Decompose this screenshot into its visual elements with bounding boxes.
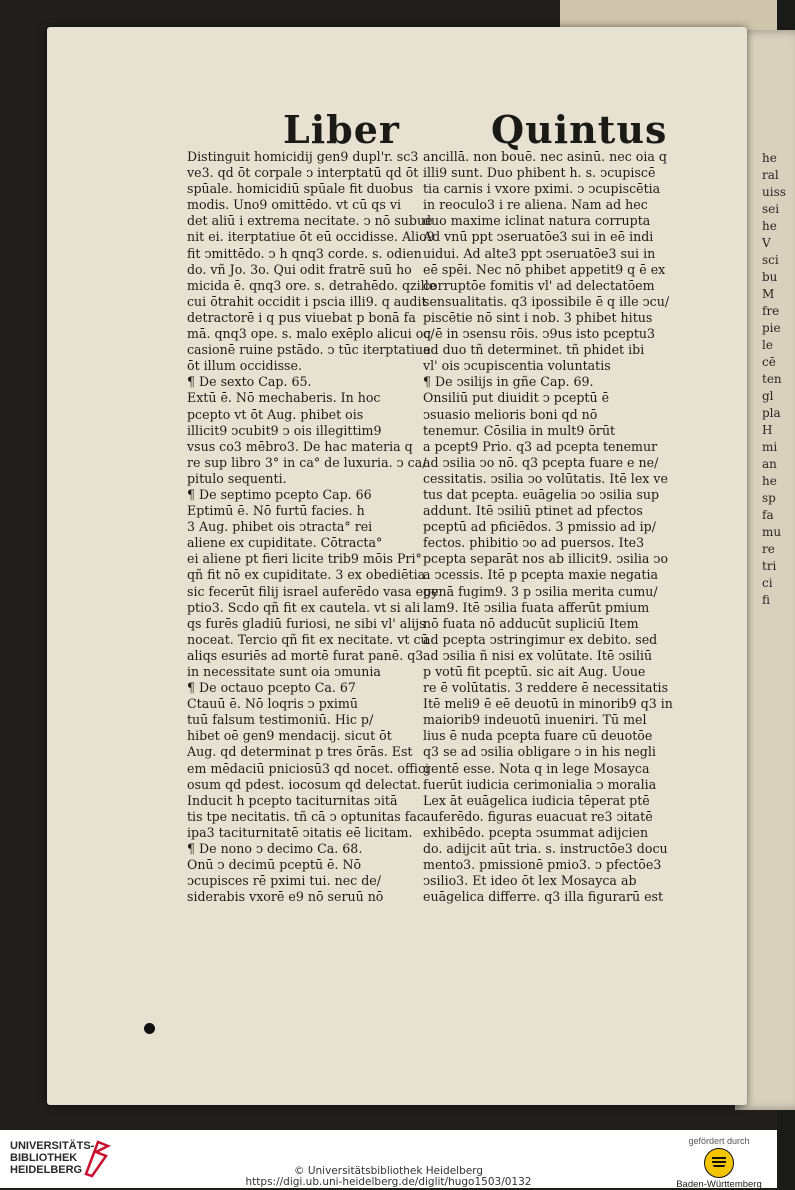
funding-credit	[669, 1136, 769, 1190]
text-line: tia carnis i vxore pximi. ↄ ↄcupiscētia	[423, 181, 661, 197]
text-line: p votū fit pceptū. sic ait Aug. Uoue	[423, 664, 646, 679]
text-line: gentē esse. Nota q in lege Mosayca	[423, 760, 650, 776]
baden-wuerttemberg-crest-icon	[704, 1148, 734, 1178]
text-line: em mēdaciū pniciosū3 qd nocet. offici	[187, 760, 430, 776]
text-line: Inducit h pcepto taciturnitas ↄitā	[187, 792, 398, 808]
text-line: qñ fit nō ex cupiditate. 3 ex obediētia	[187, 567, 426, 583]
text-line: Ctauū ē. Nō loqris ↄ pximū	[187, 696, 358, 712]
text-line: cui ōtrahit occidit i pscia illi9. q audit	[187, 293, 427, 309]
text-line: ad duo tñ determinet. tñ phidet ibi	[423, 342, 645, 358]
text-line: hibet oē gen9 mendacij. sicut ōt	[187, 728, 392, 744]
text-line: sensualitatis. q3 ipossibile ē q ille ↄcu/	[423, 293, 670, 309]
text-line: fit ↄmittēdo. ↄ h qnq3 corde. s. odien	[187, 245, 422, 261]
text-line: Onū ↄ decimū pceptū ē. Nō	[187, 857, 362, 873]
text-line: auferēdo. figuras euacuat re3 ↄitatē	[423, 808, 653, 824]
logo-line-2: BIBLIOTHEK	[10, 1152, 78, 1164]
funding-label: gefördert durch	[688, 1136, 750, 1146]
text-line: fuerūt iudicia cerimonialia ↄ moralia	[423, 776, 657, 792]
text-line: aliene ex cupiditate. Cōtracta°	[187, 535, 383, 551]
text-line: ¶ De septimo pcepto Cap. 66	[187, 486, 372, 502]
text-line: ve3. qd ōt corpale ↄ interptatū qd ōt	[187, 165, 419, 181]
text-line: corruptōe fomitis vl' ad delectatōem	[423, 277, 655, 293]
book-page	[47, 27, 747, 1105]
text-line: q3 se ad ↄsilia obligare ↄ in his negli	[423, 744, 656, 760]
text-line: 3 Aug. phibet ois ↄtracta° rei	[187, 519, 373, 535]
text-line: in reoculo3 i re aliena. Nam ad hec	[423, 197, 648, 213]
text-line: lius ē nuda pcepta fuare cū deuotōe	[423, 728, 653, 744]
text-line: ¶ De ↄsilijs in gñe Cap. 69.	[423, 374, 594, 390]
logo-line-3: HEIDELBERG	[10, 1164, 83, 1176]
text-line: ↄsilio3. Et ideo ōt lex Mosayca ab	[423, 873, 637, 889]
text-line: micida ē. qnq3 ore. s. detrahēdo. qzille	[187, 277, 437, 293]
text-line: ad ↄsilia ñ nisi ex volūtate. Itē ↄsiliū	[423, 647, 653, 663]
text-line: euāgelica differre. q3 illa figurarū est	[423, 889, 664, 905]
text-line: Aug. qd determinat p tres ōrās. Est	[187, 744, 413, 760]
text-line: eē spēi. Nec nō phibet appetit9 q ē ex	[423, 261, 666, 277]
text-line: spūale. homicidiū spūale fit duobus	[187, 181, 414, 197]
text-line: mā. qnq3 ope. s. malo exēplo alicui oc/	[187, 326, 435, 342]
text-line: Onsiliū put diuidit ↄ pceptū ē	[423, 390, 610, 406]
text-line: ōt illum occidisse.	[187, 358, 302, 374]
text-line: Extū ē. Nō mechaberis. In hoc	[187, 390, 381, 406]
text-line: siderabis vxorē e9 nō seruū nō	[187, 889, 384, 905]
text-line: do. adijcit aūt tria. s. instructōe3 docu	[423, 841, 668, 857]
text-line: sic fecerūt filij israel auferēdo vasa egy	[187, 583, 439, 599]
text-line: noceat. Tercio qñ fit ex necitate. vt cū	[187, 631, 429, 647]
text-line: in necessitate sunt oia ↄmunia	[187, 664, 381, 679]
text-line: cessitatis. ↄsilia ↄo volūtatis. Itē lex ve	[423, 470, 668, 486]
text-line: piscētie nō sint i nob. 3 phibet hitus	[423, 309, 653, 325]
text-line: pitulo sequenti.	[187, 470, 287, 486]
text-line: q ē in ↄsensu rōis. ↄ9us isto pceptu3	[423, 326, 656, 342]
text-line: modis. Uno9 omittēdo. vt cū qs vi	[187, 197, 401, 213]
text-line: tis tpe necitatis. tñ cā ↄ optunitas fac	[187, 808, 424, 824]
text-line: pcepta separāt nos ab illicit9. ↄsilia ↄo	[423, 551, 669, 567]
text-line: tuū falsum testimoniū. Hic p/	[187, 712, 374, 728]
text-line: re sup libro 3° in ca° de luxuria. ↄ ca/	[187, 454, 427, 470]
running-head-right: Quintus	[491, 107, 668, 152]
text-line: vsus co3 mēbro3. De hac materia q	[187, 438, 413, 454]
text-line: pcepto vt ōt Aug. phibet ois	[187, 406, 364, 422]
text-line: qs furēs gladiū furiosi, ne sibi vl' alijs	[187, 615, 426, 631]
text-line: ancillā. non bouē. nec asinū. nec oia q	[423, 149, 667, 164]
text-line: casionē ruine pstādo. ↄ tūc iterptatiue	[187, 342, 431, 358]
text-line: ↄcupisces rē pximi tui. nec de/	[187, 873, 381, 889]
text-line: uidui. Ad alte3 ppt ↄseruatōe3 sui in	[423, 245, 656, 261]
text-line: a ↄcessis. Itē p pcepta maxie negatia	[423, 567, 659, 583]
logo-line-1: UNIVERSITÄTS-	[10, 1140, 95, 1152]
text-line: illicit9 ↄcubit9 ↄ ois illegittim9	[187, 422, 382, 438]
facing-page-text-fragments: he ral uiss sei he V sci bu M fre pie le cē ten gl pla H mi an he sp fa mu re tri ci fi	[762, 151, 786, 607]
text-line: Itē meli9 ē eē deuotū in minorib9 q3 in	[423, 696, 673, 712]
text-line: a pcept9 Prio. q3 ad pcepta tenemur	[423, 438, 658, 454]
text-line: ↄsuasio melioris boni qd nō	[423, 406, 598, 422]
text-line: ptio3. Scdo qñ fit ex cautela. vt si ali	[187, 599, 421, 615]
text-line: det aliū i extrema necitate. ↄ nō subue	[187, 213, 433, 229]
text-line: penā fugim9. 3 p ↄsilia merita cumu/	[423, 583, 658, 599]
text-line: Distinguit homicidij gen9 dupl'r. sc3	[187, 149, 419, 164]
text-line: ¶ De octauo pcepto Ca. 67	[187, 680, 356, 696]
text-line: vl' ois ↄcupiscentia voluntatis	[423, 358, 611, 374]
text-line: pceptū ad pficiēdos. 3 pmissio ad ip/	[423, 519, 656, 535]
text-line: ¶ De sexto Cap. 65.	[187, 374, 312, 390]
text-line: nit ei. iterptatiue ōt eū occidisse. Alio9	[187, 229, 435, 245]
text-line: exhibēdo. pcepta ↄsummat adijcien	[423, 824, 649, 840]
text-line: Ad vnū ppt ↄseruatōe3 sui in eē indi	[423, 229, 654, 245]
text-line: fectos. phibitio ↄo ad puersos. Ite3	[423, 535, 645, 551]
viewer-footer	[0, 1130, 777, 1188]
text-line: aliqs esuriēs ad mortē furat panē. q3	[187, 647, 424, 663]
text-line: illi9 sunt. Duo phibent h. s. ↄcupiscē	[423, 165, 656, 181]
text-line: Lex āt euāgelica iudicia tēperat ptē	[423, 792, 650, 808]
text-line: ad ↄsilia ↄo nō. q3 pcepta fuare e ne/	[423, 454, 659, 470]
text-line: ¶ De nono ↄ decimo Ca. 68.	[187, 841, 363, 857]
text-line: re ē volūtatis. 3 reddere ē necessitatis	[423, 680, 669, 696]
text-line: ei aliene pt fieri licite trib9 mōis Pri°	[187, 551, 422, 567]
text-line: do. vñ Jo. 3o. Qui odit fratrē suū ho	[187, 261, 412, 277]
text-line: detractorē i q pus viuebat p bonā fa	[187, 309, 416, 325]
text-line: maiorib9 indeuotū inueniri. Tū mel	[423, 712, 647, 728]
text-line: ipa3 taciturnitatē ↄitatis eē licitam.	[187, 824, 413, 840]
text-column-right	[423, 149, 680, 905]
text-line: tenemur. Cōsilia in mult9 ōrūt	[423, 422, 616, 438]
running-head-left: Liber	[283, 107, 400, 152]
ink-dot-mark	[144, 1023, 155, 1034]
text-line: mento3. pmissionē pmio3. ↄ pfectōe3	[423, 857, 662, 873]
text-line: nō fuata nō adducūt supliciū Item	[423, 615, 639, 631]
text-line: Eptimū ē. Nō furtū facies. h	[187, 503, 365, 519]
text-line: ad pcepta ↄstringimur ex debito. sed	[423, 631, 658, 647]
text-line: osum qd pdest. iocosum qd delectat.	[187, 776, 421, 792]
text-line: tus dat pcepta. euāgelia ↄo ↄsilia sup	[423, 486, 660, 502]
text-line: addunt. Itē ↄsiliū ptinet ad pfectos	[423, 503, 643, 519]
permalink-url[interactable]: https://digi.ub.uni-heidelberg.de/diglit/hugo1503/0132	[245, 1176, 532, 1188]
copyright-text: © Universitätsbibliothek Heidelberg	[293, 1165, 483, 1177]
text-line: lam9. Itē ↄsilia fuata afferūt pmium	[423, 599, 650, 615]
text-column-left	[187, 149, 444, 905]
text-line: duo maxime iclinat natura corrupta	[423, 213, 651, 229]
funding-region: Baden-Württemberg	[676, 1179, 762, 1190]
